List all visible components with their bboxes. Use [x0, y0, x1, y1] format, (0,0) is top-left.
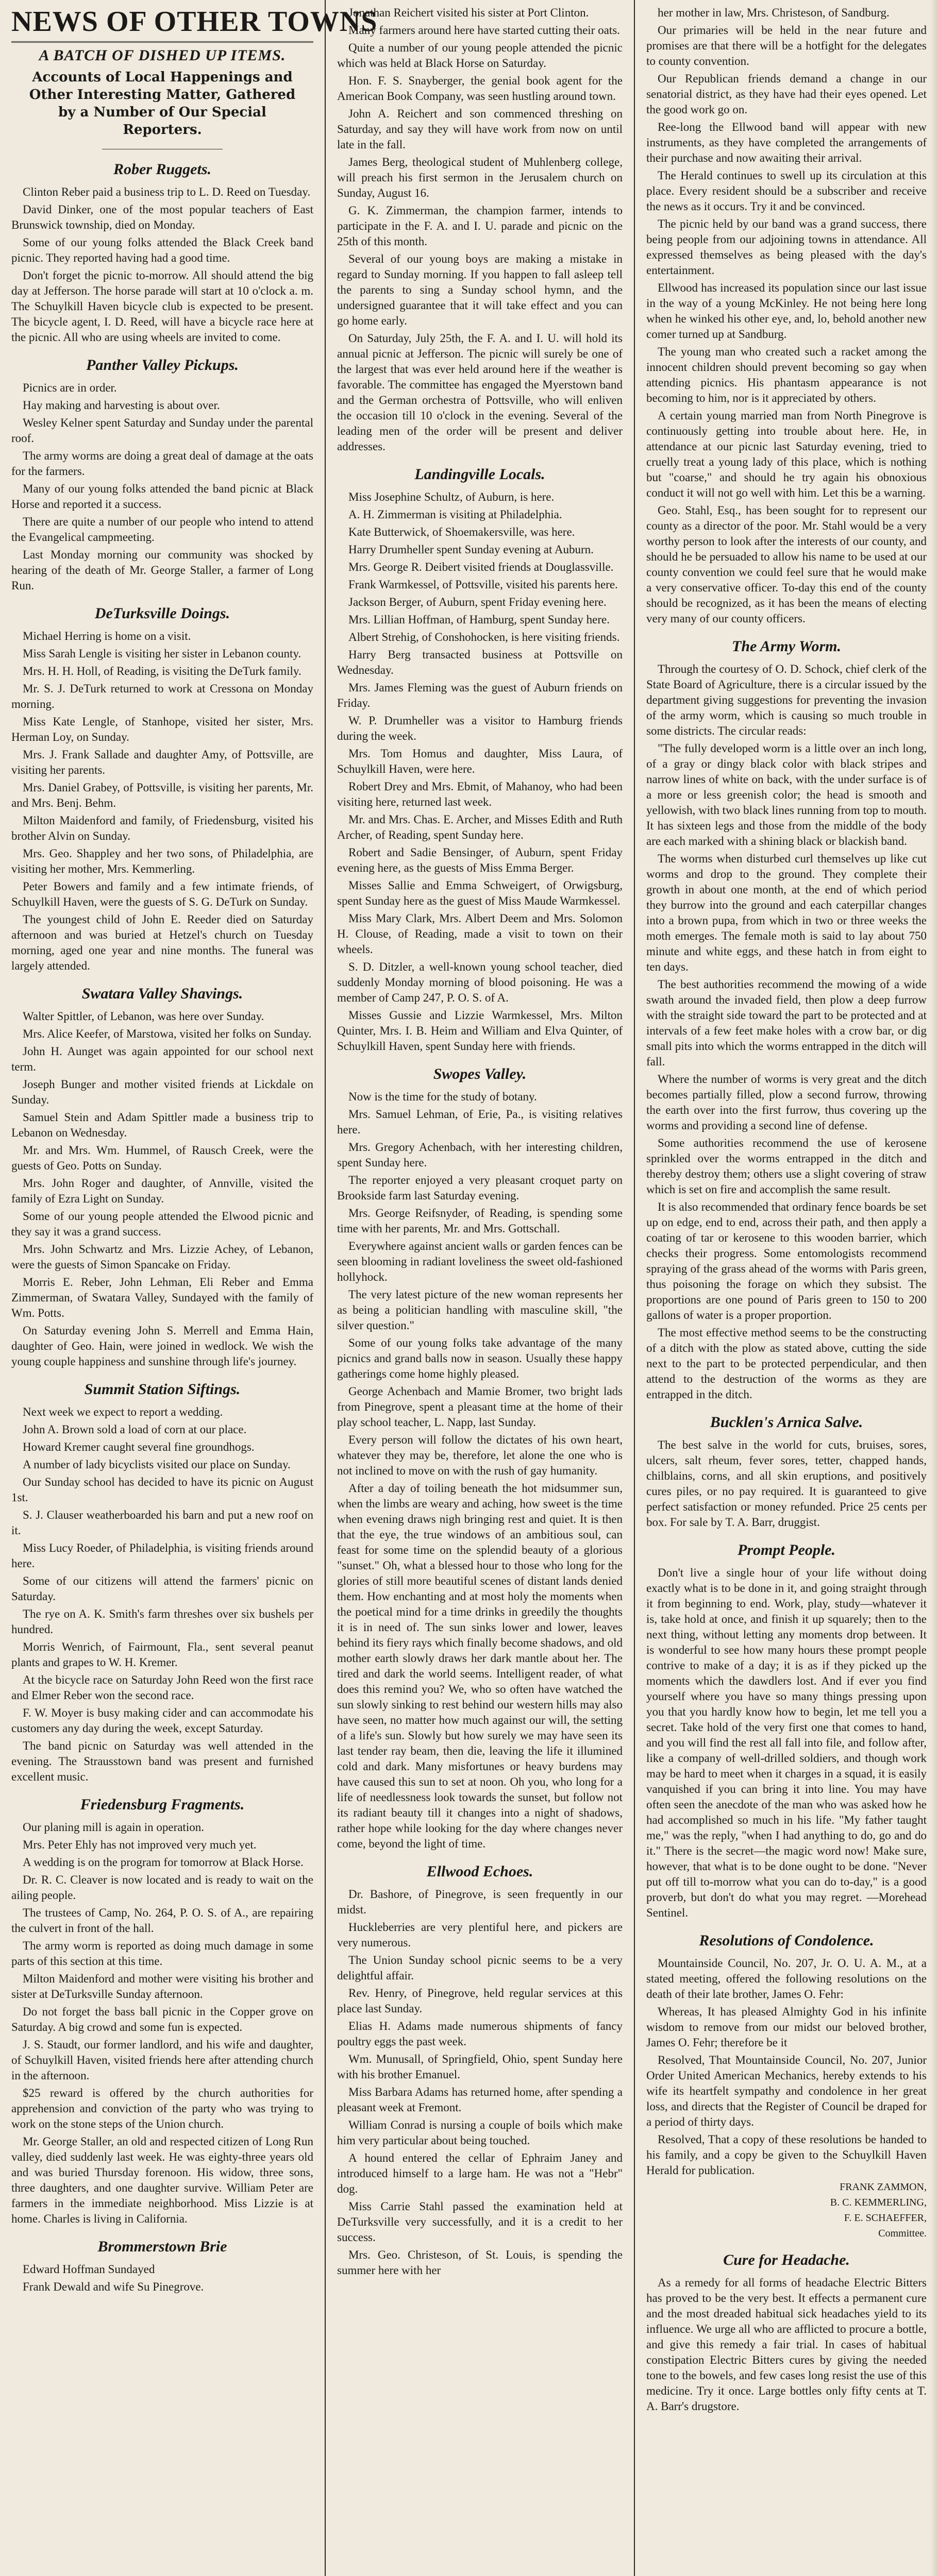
news-item: The worms when disturbed curl themselves up like cut worms and drop to the ground. They complete their growth in about one month, at the end of which period they burrow into the ground and each caterpillar changes into a brown pupa, from which in two or three weeks the moth emerges. The female moth is said to lay about 750 minute and white eggs, and these hatch in from eight to ten days.	[646, 852, 927, 973]
deck: Accounts of Local Happenings and Other Interesting Matter, Gathered by a Number of Our Special Reporters.	[29, 70, 296, 138]
news-item: W. P. Drumheller was a visitor to Hamburg friends during the week.	[337, 714, 623, 742]
news-item: Edward Hoffman Sundayed	[23, 2263, 155, 2276]
news-item: Some of our young people attended the Elwood picnic and they say it was a grand success.	[11, 1210, 313, 1238]
news-item: Peter Bowers and family and a few intimate friends, of Schuylkill Haven, were the guests of S. G. DeTurk on Sunday.	[11, 880, 313, 908]
committee-signer: F. E. SCHAEFFER,	[844, 2212, 927, 2224]
news-item: Resolved, That Mountainside Council, No. 207, Junior Order United American Mechanics, hereby extends to his wife its heartfelt sympathy and condolence in her great loss, and directs that the Register of Council be draped for a period of thirty days.	[646, 2054, 927, 2128]
news-item: Samuel Stein and Adam Spittler made a business trip to Lebanon on Wednesday.	[11, 1111, 313, 1139]
news-item: Harry Drumheller spent Sunday evening at Auburn.	[348, 543, 594, 556]
committee-signer: Committee.	[878, 2228, 927, 2239]
news-item: Hon. F. S. Snayberger, the genial book agent for the American Book Company, was seen hustling around town.	[337, 74, 623, 103]
news-item: The youngest child of John E. Reeder died on Saturday afternoon and was buried at Hetzel's church on Tuesday morning, aged one year and nine months. The funeral was largely attended.	[11, 913, 313, 972]
news-item: her mother in law, Mrs. Christeson, of Sandburg.	[658, 6, 890, 19]
news-item: The young man who created such a racket among the innocent children should prevent becoming so gay when attending picnics. His phantasm appearance is not becoming to him, nor is it appreciated by others.	[646, 345, 927, 404]
news-item: Walter Spittler, of Lebanon, was here over Sunday.	[23, 1010, 264, 1023]
subhead: A BATCH OF DISHED UP ITEMS.	[39, 47, 286, 64]
news-item: At the bicycle race on Saturday John Reed won the first race and Elmer Reber won the second race.	[11, 1673, 313, 1702]
news-item: Our planing mill is again in operation.	[23, 1821, 204, 1834]
news-item: Miss Kate Lengle, of Stanhope, visited her sister, Mrs. Herman Loy, on Sunday.	[11, 715, 313, 743]
news-item: "The fully developed worm is a little over an inch long, of a gray or dingy black color with black stripes and narrow lines of white on back, with the under surface is of a more or less greenish color; the head is smooth and yellowish, with two black lines running from top to mouth. It has sixteen legs and those from the middle of the body are each marked with a shining black or blackish band.	[646, 742, 927, 848]
section-title: Prompt People.	[738, 1541, 835, 1558]
news-item: Clinton Reber paid a business trip to L. D. Reed on Tuesday.	[23, 185, 311, 198]
news-item: Many of our young folks attended the band picnic at Black Horse and reported it a success.	[11, 482, 313, 511]
news-item: Picnics are in order.	[23, 381, 117, 394]
news-item: Ellwood has increased its population since our last issue in the way of a young McKinley. He not being here long when he winked his other eye, and, lo, behold another new comer turned up at Sandburg.	[646, 281, 927, 341]
news-item: The very latest picture of the new woman represents her as being a politician handling with masculine skill, "the silver question."	[337, 1288, 623, 1332]
news-item: Mr. and Mrs. Wm. Hummel, of Rausch Creek, were the guests of Geo. Potts on Sunday.	[11, 1144, 313, 1172]
section-title: Cure for Headache.	[723, 2251, 850, 2268]
news-item: Michael Herring is home on a visit.	[23, 630, 191, 642]
news-item: Miss Sarah Lengle is visiting her sister in Lebanon county.	[23, 647, 301, 660]
masthead: NEWS OF OTHER TOWNS	[11, 5, 313, 43]
news-item: John A. Reichert and son commenced threshing on Saturday, and say they will have work from now on until late in the fall.	[337, 107, 623, 151]
news-item: Kate Butterwick, of Shoemakersville, was here.	[348, 526, 575, 538]
news-item: Now is the time for the study of botany.	[348, 1090, 537, 1103]
news-item: James Berg, theological student of Muhlenberg college, will preach his first sermon in the Jerusalem church on Sunday, August 16.	[337, 156, 623, 199]
news-item: After a day of toiling beneath the hot midsummer sun, when the limbs are weary and aching, how sweet is the time when evening draws nigh bringing rest and quiet. It is then that the eye, the true windows of an ambitious soul, can feast for some time on the splendid beauty of a glorious "sunset." Oh, what a blessed hour to those who long for the glories of still more beautiful scenes of distant lands denied them. How enchanting and at most holy the moments when the poetical mind for a time drinks in greedily the thoughts it is in need of. The sun sinks lower and lower, leaves behind its fiery rays which finally become shadows, and old mother earth slowly draws her dark mantle about her. The tired and dark the world seems. Intelligent reader, of what does this remind you? We, who so often have watched the sun slowly sinking to rest behind our western hills may also have seen, no matter how much against our will, the setting of a life's sun. Slowly but how surely we may have seen its last tender ray beam, then die, leaving the life it illumined cold and dark. Many misfortunes or heavy burdens may have caused this sun to set at noon. Oh you, who long for a life of needlessness look towards the sunset, but follow not its radiant beauty till it changes into a night of shadows, rather hope while looking for the day where changes never come, beyond the light of time.	[337, 1482, 623, 1850]
section-title: Swopes Valley.	[433, 1065, 527, 1082]
news-item: A hound entered the cellar of Ephraim Janey and introduced himself to a large ham. He was not a "Hebr" dog.	[337, 2151, 623, 2195]
news-item: The best salve in the world for cuts, bruises, sores, ulcers, salt rheum, fever sores, tetter, chapped hands, chilblains, corns, and all skin eruptions, and positively cures piles, or no pay required. It is guaranteed to give perfect satisfaction or money refunded. Price 25 cents per box. For sale by T. A. Barr, druggist.	[646, 1438, 927, 1529]
news-item: Some authorities recommend the use of kerosene sprinkled over the worms entrapped in the ditch and thereby destroy them; others use a slight covering of straw which is set on fire and accomplish the same result.	[646, 1137, 927, 1196]
news-item: Last Monday morning our community was shocked by hearing of the death of Mr. George Staller, a farmer of Long Run.	[11, 548, 313, 592]
page-edge	[931, 0, 938, 2576]
news-item: Some of our citizens will attend the farmers' picnic on Saturday.	[11, 1574, 313, 1603]
news-item: Howard Kremer caught several fine groundhogs.	[23, 1440, 255, 1453]
section-title: Friedensburg Fragments.	[80, 1796, 245, 1813]
news-item: S. D. Ditzler, a well-known young school teacher, died suddenly Monday morning of blood poisoning. He was a member of Camp 247, P. O. S. of A.	[337, 960, 623, 1004]
news-item: The band picnic on Saturday was well attended in the evening. The Strausstown band was present and furnished excellent music.	[11, 1739, 313, 1783]
news-item: Frank Warmkessel, of Pottsville, visited his parents here.	[348, 578, 618, 591]
news-item: Everywhere against ancient walls or garden fences can be seen blooming in radiant loveliness the sweet old-fashioned hollyhock.	[337, 1240, 623, 1283]
news-item: Mrs. George R. Deibert visited friends at Douglassville.	[348, 561, 614, 573]
news-item: William Conrad is nursing a couple of boils which make him very particular about being touched.	[337, 2119, 623, 2147]
section-title: Landingville Locals.	[414, 466, 545, 483]
news-item: Miss Lucy Roeder, of Philadelphia, is visiting friends around here.	[11, 1541, 313, 1570]
section-title: Resolutions of Condolence.	[699, 1932, 874, 1949]
news-item: Every person will follow the dictates of his own heart, whatever they may be, therefore, let alone the one who is not inclined to move on with the rush of gay humanity.	[337, 1433, 623, 1477]
news-item: Albert Strehig, of Conshohocken, is here visiting friends.	[348, 631, 620, 643]
news-item: Our Sunday school has decided to have its picnic on August 1st.	[11, 1476, 313, 1504]
news-item: There are quite a number of our people who intend to attend the Evangelical campmeeting.	[11, 515, 313, 544]
news-item: Don't forget the picnic to-morrow. All should attend the big day at Jefferson. The horse parade will start at 10 o'clock a. m. The Schuylkill Haven bicycle club is expected to be present. The bicycle agent, I. D. Reed, will have a bicycle race here at the picnic. All who are using wheels are invited to come.	[11, 269, 313, 344]
news-item: Our primaries will be held in the near future and promises are that there will be a hotfight for the delegates to county convention.	[646, 24, 927, 67]
news-item: John A. Brown sold a load of corn at our place.	[23, 1423, 247, 1436]
news-item: Mrs. Samuel Lehman, of Erie, Pa., is visiting relatives here.	[337, 1108, 623, 1136]
news-item: John H. Aunget was again appointed for our school next term.	[11, 1045, 313, 1073]
news-item: Jonathan Reichert visited his sister at Port Clinton.	[348, 6, 589, 19]
committee-signer: FRANK ZAMMON,	[840, 2181, 927, 2193]
news-item: Some of our young folks take advantage of the many picnics and grand balls now in season. Usually these happy gatherings come home highly pleased.	[337, 1336, 623, 1380]
column-two	[325, 0, 634, 2576]
news-item: Milton Maidenford and family, of Friedensburg, visited his brother Alvin on Sunday.	[11, 814, 313, 842]
news-item: Mrs. Daniel Grabey, of Pottsville, is visiting her parents, Mr. and Mrs. Benj. Behm.	[11, 781, 313, 809]
news-item: The rye on A. K. Smith's farm threshes over six bushels per hundred.	[11, 1607, 313, 1636]
news-item: Mrs. John Schwartz and Mrs. Lizzie Achey, of Lebanon, were the guests of Simon Spancake on Friday.	[11, 1243, 313, 1271]
news-item: Milton Maidenford and mother were visiting his brother and sister at DeTurksville Sunday afternoon.	[11, 1972, 313, 2001]
news-item: Frank Dewald and wife Su Pinegrove.	[23, 2280, 204, 2293]
column-one	[0, 0, 378, 2576]
news-item: David Dinker, one of the most popular teachers of East Brunswick township, died on Monday.	[11, 203, 313, 231]
news-item: A wedding is on the program for tomorrow at Black Horse.	[23, 1856, 304, 1869]
news-item: Don't live a single hour of your life without doing exactly what is to be done in it, and going straight through it from beginning to end. Work, play, study—whatever it is, take hold at once, and finish it up squarely; then to the next thing, without letting any moments drop between. It is wonderful to see how many hours these prompt people contrive to make of a day; it is as if they picked up the moments which the dawdlers lost. And if ever you find yourself where you have so many things pressing upon you that you hardly know how to begin, let me tell you a secret. Take hold of the very first one that comes to hand, and you will find the rest all fall into file, and follow after, like a company of well-drilled soldiers, and though work may be hard to meet when it charges in a squad, it is easily vanquished if you can bring it into line. You may have often seen the anecdote of the man who was asked how he had accomplished so much in his life. "My father taught me," was the reply, "when I had anything to do, go and do it." There is the secret—the magic word now! Make sure, however, that what is to be done ought to be done. "Never put off till to-morrow what you can do to-day," is a good proverb, but don't do what you may regret. —Morehead Sentinel.	[646, 1566, 927, 1919]
news-item: Mrs. J. Frank Sallade and daughter Amy, of Pottsville, are visiting her parents.	[11, 748, 313, 776]
news-item: Quite a number of our young people attended the picnic which was held at Black Horse on Saturday.	[337, 41, 623, 70]
news-item: Next week we expect to report a wedding.	[23, 1405, 223, 1418]
news-item: On Saturday, July 25th, the F. A. and I. U. will hold its annual picnic at Jefferson. The picnic will surely be one of the largest that was ever held around here if the weather is favorable. The committee has engaged the Myerstown band and the German orchestra of Pottsville, who will enliven the occasion till 10 o'clock in the evening. Several of the leading men of the order will be present and deliver addresses.	[337, 332, 623, 453]
news-item: Mrs. James Fleming was the guest of Auburn friends on Friday.	[337, 681, 623, 709]
news-item: Some of our young folks attended the Black Creek band picnic. They reported having had a good time.	[11, 236, 313, 264]
news-item: As a remedy for all forms of headache Electric Bitters has proved to be the very best. It effects a permanent cure and the most dreaded habitual sick headaches yield to its influence. We urge all who are afflicted to procure a bottle, and give this remedy a fair trial. In cases of habitual constipation Electric Bitters cures by giving the needed tone to the bowels, and few cases long resist the use of this medicine. Try it once. Large bottles only fifty cents at T. A. Barr's drugstore.	[646, 2276, 927, 2413]
news-item: Hay making and harvesting is about over.	[23, 399, 220, 412]
news-item: Do not forget the bass ball picnic in the Copper grove on Saturday. A big crowd and some fun is expected.	[11, 2005, 313, 2033]
section-title: The Army Worm.	[732, 638, 841, 655]
news-item: S. J. Clauser weatherboarded his barn and put a new roof on it.	[11, 1509, 313, 1537]
news-item: On Saturday evening John S. Merrell and Emma Hain, daughter of Geo. Hain, were joined in wedlock. We wish the young couple happiness and sunshine through life's journey.	[11, 1324, 313, 1368]
section-title: DeTurksville Doings.	[94, 605, 230, 622]
news-item: Mrs. Gregory Achenbach, with her interesting children, spent Sunday here.	[337, 1141, 623, 1169]
news-item: Ree-long the Ellwood band will appear with new instruments, as they have completed the arrangements of their purchase and now awaiting their arrival.	[646, 121, 927, 164]
news-item: Dr. R. C. Cleaver is now located and is ready to wait on the ailing people.	[11, 1873, 313, 1902]
news-item: Miss Barbara Adams has returned home, after spending a pleasant week at Fremont.	[337, 2086, 623, 2114]
news-item: Through the courtesy of O. D. Schock, chief clerk of the State Board of Agriculture, there is a circular issued by the department giving suggestions for preventing the invasion of the army worm, which is causing so much trouble in some districts. The circular reads:	[646, 663, 927, 737]
section-title: Panther Valley Pickups.	[86, 357, 239, 374]
news-item: The Herald continues to swell up its circulation at this place. Every resident should be a subscriber and receive the news as it occurs. Try it and be convinced.	[646, 169, 927, 213]
news-item: Misses Gussie and Lizzie Warmkessel, Mrs. Milton Quinter, Mrs. I. B. Heim and William and Elva Quinter, of Schuylkill Haven, spent Sunday here with friends.	[337, 1009, 623, 1053]
news-item: Mountainside Council, No. 207, Jr. O. U. A. M., at a stated meeting, offered the following resolutions on the death of their late brother, James O. Fehr:	[646, 1957, 927, 2001]
news-item: Whereas, It has pleased Almighty God in his infinite wisdom to remove from our midst our beloved brother, James O. Fehr; therefore be it	[646, 2005, 927, 2049]
section-title: Ellwood Echoes.	[426, 1863, 533, 1880]
news-item: It is also recommended that ordinary fence boards be set up on edge, end to end, across their path, and then apply a coating of tar or kerosene to this wooden barrier, which checks their progress. Some entomologists recommend spraying of the grass ahead of the worms with Paris green, thus poisoning the forage on which they subsist. The proportions are one pound of Paris green to 150 to 200 gallons of water is a proper proportion.	[646, 1200, 927, 1321]
section-title: Swatara Valley Shavings.	[81, 985, 243, 1002]
news-item: Robert and Sadie Bensinger, of Auburn, spent Friday evening here, as the guests of Miss Emma Berger.	[337, 846, 623, 874]
news-item: Many farmers around here have started cutting their oats.	[348, 24, 620, 37]
news-item: Mrs. Lillian Hoffman, of Hamburg, spent Sunday here.	[348, 613, 610, 626]
news-item: Harry Berg transacted business at Pottsville on Wednesday.	[337, 648, 623, 676]
section-title: Bucklen's Arnica Salve.	[710, 1414, 863, 1431]
news-item: Wesley Kelner spent Saturday and Sunday under the parental roof.	[11, 416, 313, 445]
news-item: George Achenbach and Mamie Bromer, two bright lads from Pinegrove, spent a pleasant time at the home of their play school teacher, L. Napp, last Sunday.	[337, 1385, 623, 1429]
news-item: Where the number of worms is very great and the ditch becomes partially filled, plow a second furrow, throwing the earth over into the first furrow, thus covering up the worms and providing a second line of defense.	[646, 1073, 927, 1132]
news-item: Mr. and Mrs. Chas. E. Archer, and Misses Edith and Ruth Archer, of Reading, spent Sunday here.	[337, 813, 623, 841]
news-item: A. H. Zimmerman is visiting at Philadelphia.	[348, 508, 562, 521]
section-title: Summit Station Siftings.	[84, 1381, 241, 1398]
news-item: J. S. Staudt, our former landlord, and his wife and daughter, of Schuylkill Haven, visited friends here after attending church in the afternoon.	[11, 2038, 313, 2082]
news-item: Resolved, That a copy of these resolutions be handed to his family, and a copy be given to the Schuylkill Haven Herald for publication.	[646, 2133, 927, 2177]
news-item: Mr. George Staller, an old and respected citizen of Long Run valley, died suddenly last week. He was eighty-three years old and was buried Thursday forenoon. His widow, three sons, three daughters, and one daughter survive. William Peter are farmers in the immediate neighborhood. Miss Lizzie is at home. Charles is living in California.	[11, 2135, 313, 2225]
news-item: Miss Mary Clark, Mrs. Albert Deem and Mrs. Solomon H. Clouse, of Reading, made a visit to town on their wheels.	[337, 912, 623, 956]
news-item: Mrs. George Reifsnyder, of Reading, is spending some time with her parents, Mr. and Mrs. Gottschall.	[337, 1207, 623, 1235]
news-item: Mrs. H. H. Holl, of Reading, is visiting the DeTurk family.	[23, 665, 301, 677]
news-item: The army worms are doing a great deal of damage at the oats for the farmers.	[11, 449, 313, 478]
news-item: Miss Josephine Schultz, of Auburn, is here.	[348, 490, 555, 503]
news-item: Morris E. Reber, John Lehman, Eli Reber and Emma Zimmerman, of Swatara Valley, Sundayed with the family of Wm. Potts.	[11, 1276, 313, 1319]
news-item: The best authorities recommend the mowing of a wide swath around the invaded field, then plow a deep furrow with the straight side toward the part to be protected and at intervals of a few feet make holes with a crow bar, or dig small pits into which the worms entrapped in the ditch will fall.	[646, 978, 927, 1068]
news-item: A certain young married man from North Pinegrove is continuously getting into trouble about here. He, in attendance at our picnic last Saturday evening, tried to cruelly treat a young lady of this place, which is nothing but "coarse," and should he try again his obnoxious conduct it will not go well with him. Let this be a warning.	[646, 409, 927, 499]
news-item: The picnic held by our band was a grand success, there being people from our adjoining towns in attendance. All expressed themselves as being pleased with the day's entertainment.	[646, 217, 927, 277]
news-item: Several of our young boys are making a mistake in regard to Sunday morning. If you happen to fall asleep tell the parents to sing a Sunday school hymn, and the undersigned guarantee that it will take effect and you can go home early.	[337, 252, 623, 327]
news-item: $25 reward is offered by the church authorities for apprehension and conviction of the party who was trying to work on the stone steps of the Union church.	[11, 2087, 313, 2130]
news-item: G. K. Zimmerman, the champion farmer, intends to participate in the F. A. and I. U. parade and picnic on the 25th of this month.	[337, 204, 623, 248]
news-item: Mrs. John Roger and daughter, of Annville, visited the family of Ezra Light on Sunday.	[11, 1177, 313, 1205]
news-item: Mrs. Alice Keefer, of Marstowa, visited her folks on Sunday.	[23, 1027, 312, 1040]
news-item: Geo. Stahl, Esq., has been sought for to represent our county as a director of the poor. Mr. Stahl would be a very worthy person to look after the interests of our county, and should he be persuaded to allow his name to be used at our county convention we could feel sure that he would make a very conservative officer. To-day this end of the county should be recognized, as it has been the means of electing very many of our county officers.	[646, 504, 927, 625]
news-item: Morris Wenrich, of Fairmount, Fla., sent several peanut plants and grapes to W. H. Kremer.	[11, 1640, 313, 1669]
news-item: Mrs. Geo. Shappley and her two sons, of Philadelphia, are visiting her mother, Mrs. Kemmerling.	[11, 847, 313, 875]
news-item: Elias H. Adams made numerous shipments of fancy poultry eggs the past week.	[337, 2020, 623, 2048]
news-item: Robert Drey and Mrs. Ebmit, of Mahanoy, who had been visiting here, returned last week.	[337, 780, 623, 808]
news-item: Miss Carrie Stahl passed the examination held at DeTurksville very successfully, and it is a credit to her success.	[337, 2200, 623, 2244]
news-item: F. W. Moyer is busy making cider and can accommodate his customers any day during the week, except Saturday.	[11, 1706, 313, 1735]
news-item: Mr. S. J. DeTurk returned to work at Cressona on Monday morning.	[11, 682, 313, 710]
news-item: Mrs. Peter Ehly has not improved very much yet.	[23, 1838, 257, 1851]
news-item: Wm. Munusall, of Springfield, Ohio, spent Sunday here with his brother Emanuel.	[337, 2053, 623, 2081]
news-item: The army worm is reported as doing much damage in some parts of this section at this time.	[11, 1939, 313, 1968]
news-item: The reporter enjoyed a very pleasant croquet party on Brookside farm last Saturday evening.	[337, 1174, 623, 1202]
committee-signer: B. C. KEMMERLING,	[830, 2197, 927, 2208]
news-item: Dr. Bashore, of Pinegrove, is seen frequently in our midst.	[337, 1888, 623, 1916]
news-item: Our Republican friends demand a change in our senatorial district, as they have had their eyes opened. Let the good work go on.	[646, 72, 927, 116]
news-item: A number of lady bicyclists visited our place on Sunday.	[23, 1458, 291, 1471]
news-item: Huckleberries are very plentiful here, and pickers are very numerous.	[337, 1921, 623, 1949]
section-title: Brommerstown Brie	[97, 2238, 227, 2255]
news-item: Mrs. Tom Homus and daughter, Miss Laura, of Schuylkill Haven, were here.	[337, 747, 623, 775]
news-item: Rev. Henry, of Pinegrove, held regular services at this place last Sunday.	[337, 1987, 623, 2015]
news-item: Misses Sallie and Emma Schweigert, of Orwigsburg, spent Sunday here as the guest of Miss Maude Warmkessel.	[337, 879, 623, 907]
news-item: Jackson Berger, of Auburn, spent Friday evening here.	[348, 596, 607, 608]
news-item: The most effective method seems to be the constructing of a ditch with the plow as stated above, cutting the side next to the part to be protected perpendicular, and then attend to the destruction of the worms as they are entrapped in the ditch.	[646, 1326, 927, 1401]
news-item: Mrs. Geo. Christeson, of St. Louis, is spending the summer here with her	[337, 2248, 623, 2277]
news-item: The Union Sunday school picnic seems to be a very delightful affair.	[337, 1954, 623, 1982]
section-title: Rober Ruggets.	[113, 161, 212, 178]
news-item: The trustees of Camp, No. 264, P. O. S. of A., are repairing the culvert in front of the hall.	[11, 1906, 313, 1935]
column-three	[634, 0, 938, 2576]
news-item: Joseph Bunger and mother visited friends at Lickdale on Sunday.	[11, 1078, 313, 1106]
